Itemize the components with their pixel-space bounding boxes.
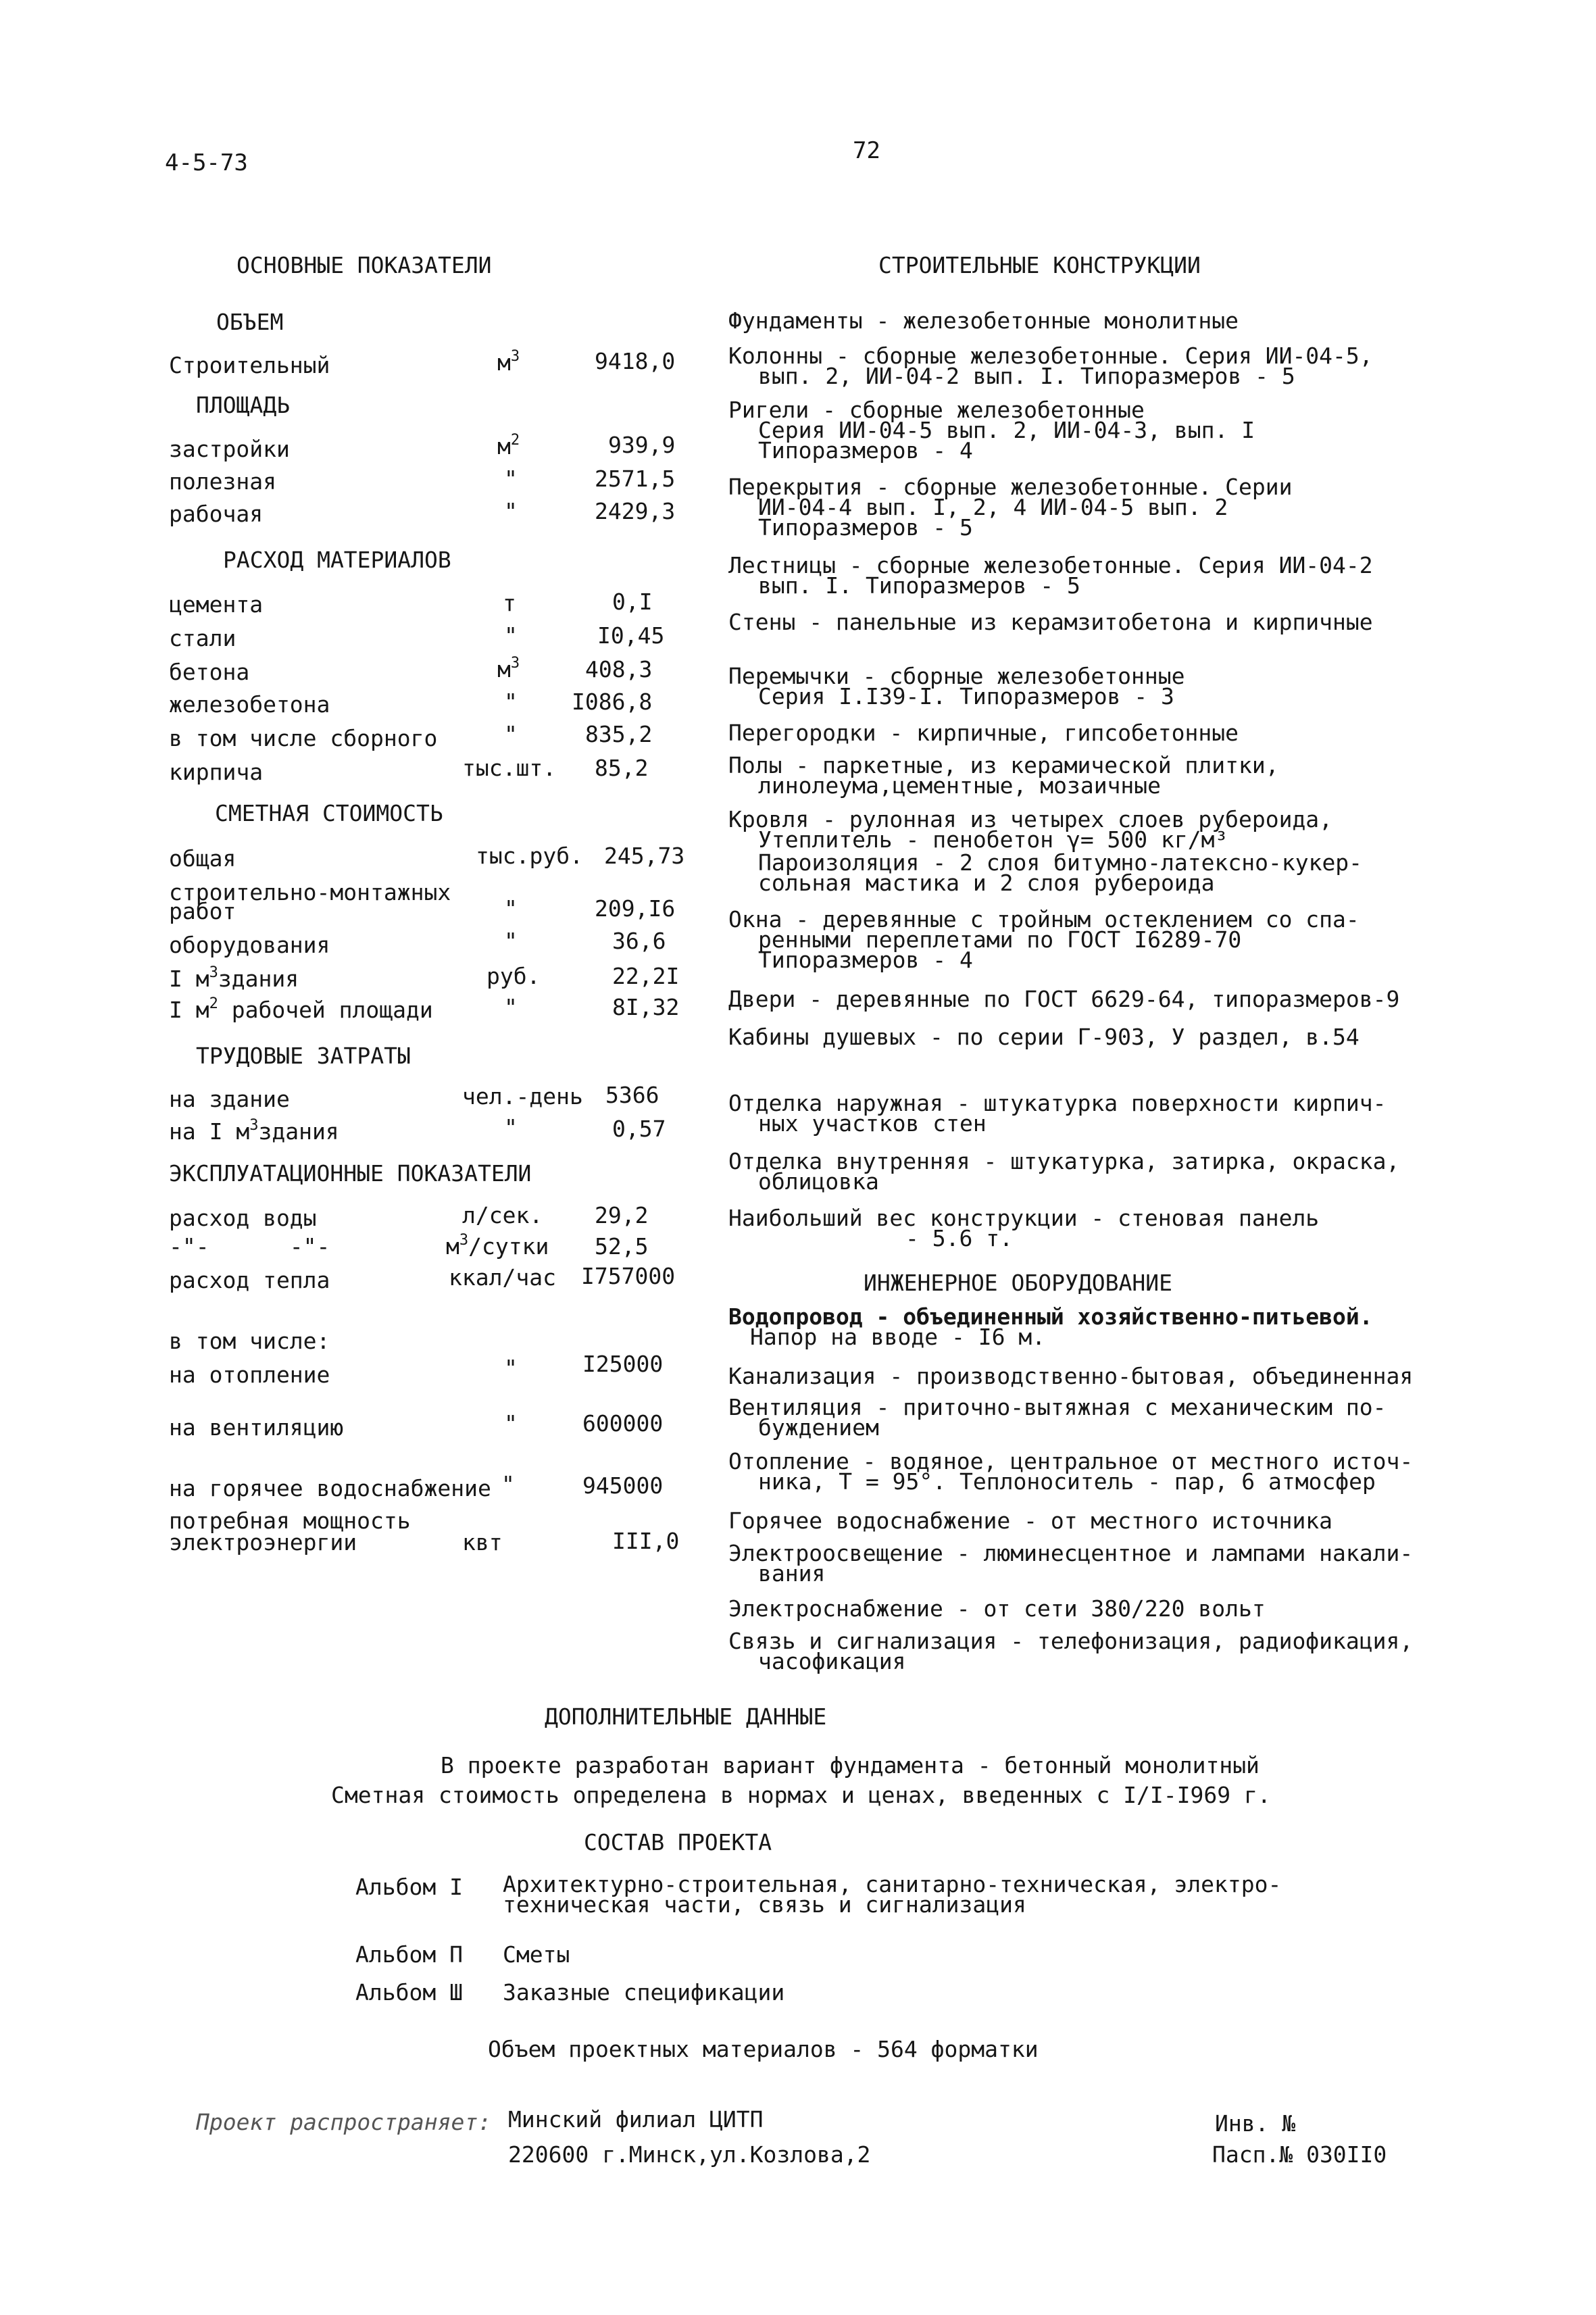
construction-item: линолеума,цементные, мозаичные (758, 772, 1162, 799)
doc-code: 4-5-73 (165, 149, 248, 176)
engineering-item: Водопровод - объединенный хозяйственно-питьевой. (728, 1303, 1373, 1330)
row-name: на I $м^3здания$ (169, 1117, 339, 1145)
construction-item: вып. 2, ИИ-04-2 вып. I. Типоразмеров - 5 (758, 363, 1295, 389)
row-name: в том числе сборного (169, 725, 438, 751)
construction-item: - 5.6 т. (905, 1225, 1013, 1251)
construction-item: Типоразмеров - 5 (758, 514, 973, 541)
row-unit: $м^3$ (497, 348, 520, 376)
construction-item: Перегородки - кирпичные, гипсобетонные (728, 720, 1239, 746)
left-title: ОСНОВНЫЕ ПОКАЗАТЕЛИ (236, 252, 492, 278)
album-label: Альбом Ш (355, 1979, 463, 2006)
row-name: на отопление (169, 1362, 330, 1388)
row-value: I25000 (582, 1351, 664, 1377)
section-cost-heading: СМЕТНАЯ СТОИМОСТЬ (215, 800, 443, 826)
row-unit: ккал/час (449, 1264, 556, 1291)
construction-item: Серия ИИ-04-5 вып. 2, ИИ-04-3, вып. I (758, 417, 1255, 443)
row-name: в том числе: (169, 1328, 330, 1354)
row-value: 0,57 (612, 1116, 666, 1142)
right-title: СТРОИТЕЛЬНЫЕ КОНСТРУКЦИИ (878, 252, 1201, 278)
construction-item: Пароизоляция - 2 слоя битумно-латексно-кукер- (758, 849, 1363, 876)
construction-item: Отделка наружная - штукатурка поверхности кирпич- (728, 1090, 1387, 1116)
row-unit: " (504, 994, 518, 1020)
row-name: оборудования (169, 932, 330, 958)
passport-number: Пасп.№ 030II0 (1212, 2141, 1387, 2168)
row-unit: тыс.руб. (476, 843, 583, 869)
row-value: 22,2I (612, 963, 680, 989)
row-unit: " (504, 721, 518, 747)
album-label: Альбом I (355, 1874, 463, 1900)
row-name: бетона (169, 659, 250, 685)
construction-item: Окна - деревянные с тройным остеклением со спа- (728, 906, 1360, 932)
row-unit: " (504, 1355, 518, 1381)
section-materials-heading: РАСХОД МАТЕРИАЛОВ (223, 547, 451, 573)
row-unit: $м^3$ (497, 655, 520, 682)
construction-item: Стены - панельные из керамзитобетона и кирпичные (728, 609, 1373, 635)
distributor-name: Минский филиал ЦИТП (508, 2106, 764, 2133)
construction-item: Типоразмеров - 4 (758, 437, 973, 464)
row-name: на горячее водоснабжение (169, 1475, 491, 1501)
album-text: Заказные спецификации (503, 1979, 785, 2006)
row-name: потребная мощность (169, 1508, 411, 1534)
engineering-item: Связь и сигнализация - телефонизация, радиофикация, (728, 1628, 1414, 1654)
engineering-title: ИНЖЕНЕРНОЕ ОБОРУДОВАНИЕ (864, 1270, 1172, 1296)
album-text: Сметы (503, 1941, 570, 1968)
row-unit: " (504, 466, 518, 492)
row-value: 36,6 (612, 928, 666, 954)
album-label: Альбом П (355, 1941, 463, 1968)
construction-item: сольная мастика и 2 слоя рубероида (758, 870, 1215, 896)
engineering-item: буждением (758, 1414, 879, 1441)
materials-volume: Объем проектных материалов - 564 форматки (488, 2036, 1039, 2062)
row-unit: т (503, 590, 516, 616)
engineering-item: Напор на вводе - I6 м. (750, 1324, 1046, 1350)
row-name: строительно-монтажных (169, 879, 451, 905)
construction-item: Утеплитель - пенобетон γ= 500 кг/м³ (758, 826, 1228, 853)
row-unit: чел.-день (462, 1083, 583, 1110)
row-name: электроэнергии (169, 1529, 357, 1555)
distributor-label: Проект распространяет: (196, 2109, 492, 2135)
row-name: I $м^3здания$ (169, 964, 299, 992)
row-name: цемента (169, 591, 264, 618)
row-unit: л/сек. (462, 1202, 543, 1228)
composition-title: СОСТАВ ПРОЕКТА (584, 1829, 772, 1856)
row-value: I757000 (581, 1263, 676, 1289)
additional-line: Сметная стоимость определена в нормах и ценах, введенных с I/I-I969 г. (331, 1782, 1271, 1808)
row-value: 408,3 (585, 656, 653, 682)
row-name: общая (169, 845, 236, 872)
row-unit: $м^2$ (497, 432, 520, 459)
album-text: техническая части, связь и сигнализация (503, 1891, 1026, 1918)
page-number: 72 (853, 137, 880, 164)
row-unit: " (501, 1471, 515, 1497)
row-value: I0,45 (597, 622, 665, 649)
row-value: 9418,0 (595, 348, 676, 374)
row-name: работ (169, 898, 236, 924)
engineering-item: Вентиляция - приточно-вытяжная с механическим по- (728, 1394, 1387, 1420)
row-unit: $м^3$/сутки (446, 1232, 549, 1260)
row-name: расход тепла (169, 1267, 330, 1293)
construction-item: ренными переплетами по ГОСТ I6289-70 (758, 926, 1242, 953)
section-operation-heading: ЭКСПЛУАТАЦИОННЫЕ ПОКАЗАТЕЛИ (169, 1160, 532, 1187)
row-unit: руб. (487, 963, 541, 989)
row-value: 600000 (582, 1410, 664, 1437)
row-value: 5366 (605, 1082, 659, 1108)
inventory-number: Инв. № (1215, 2110, 1296, 2137)
row-unit: " (504, 1410, 518, 1437)
engineering-item: Электроосвещение - люминесцентное и лампами накали- (728, 1540, 1414, 1566)
row-value: 85,2 (595, 755, 649, 781)
construction-item: Кровля - рулонная из четырех слоев рубероида, (728, 806, 1333, 832)
construction-item: Полы - паркетные, из керамической плитки, (728, 752, 1279, 778)
construction-item: облицовка (758, 1168, 879, 1195)
row-unit: " (504, 928, 518, 954)
additional-line: В проекте разработан вариант фундамента - бетонный монолитный (441, 1752, 1260, 1778)
row-value: 939,9 (608, 432, 676, 458)
construction-item: Двери - деревянные по ГОСТ 6629-64, типоразмеров-9 (728, 986, 1400, 1012)
row-name: на здание (169, 1086, 290, 1112)
row-value: 245,73 (604, 843, 685, 869)
construction-item: Лестницы - сборные железобетонные. Серия ИИ-04-2 (728, 552, 1373, 578)
row-name: Строительный (169, 352, 330, 378)
row-value: 945000 (582, 1472, 664, 1499)
engineering-item: Электроснабжение - от сети 380/220 вольт (728, 1595, 1266, 1622)
row-value: 8I,32 (612, 994, 680, 1020)
row-value: 835,2 (585, 721, 653, 747)
construction-item: ИИ-04-4 вып. I, 2, 4 ИИ-04-5 вып. 2 (758, 494, 1228, 520)
row-value: 0,I (612, 589, 653, 615)
construction-item: ных участков стен (758, 1110, 987, 1137)
row-value: 209,I6 (595, 895, 676, 922)
construction-item: Фундаменты - железобетонные монолитные (728, 307, 1239, 334)
construction-item: Перекрытия - сборные железобетонные. Серии (728, 474, 1293, 500)
row-name: железобетона (169, 691, 330, 718)
engineering-item: часофикация (758, 1648, 906, 1674)
engineering-item: Горячее водоснабжение - от местного источника (728, 1508, 1333, 1534)
row-name: полезная (169, 468, 276, 495)
construction-item: Колонны - сборные железобетонные. Серия ИИ-04-5, (728, 343, 1373, 369)
row-unit: тыс.шт. (462, 755, 557, 781)
row-value: 52,5 (595, 1233, 649, 1260)
row-name: на вентиляцию (169, 1414, 344, 1441)
row-name: стали (169, 625, 236, 651)
construction-item: Типоразмеров - 4 (758, 947, 973, 973)
engineering-item: Отопление - водяное, центральное от местного источ- (728, 1448, 1414, 1474)
construction-item: Наибольший вес конструкции - стеновая панель (728, 1205, 1320, 1231)
row-value: 2571,5 (595, 466, 676, 492)
row-value: 2429,3 (595, 498, 676, 524)
row-unit: " (504, 895, 518, 922)
construction-item: Серия I.I39-I. Типоразмеров - 3 (758, 683, 1174, 710)
album-text: Архитектурно-строительная, санитарно-техническая, электро- (503, 1871, 1282, 1897)
row-name: -"- -"- (169, 1233, 330, 1260)
engineering-item: вания (758, 1560, 826, 1587)
row-name: I $м^2$ рабочей площади (169, 995, 433, 1023)
row-unit: " (504, 622, 518, 649)
row-name: застройки (169, 436, 290, 462)
section-labor-heading: ТРУДОВЫЕ ЗАТРАТЫ (196, 1043, 411, 1069)
engineering-item: ника, Т = 95°. Теплоноситель - пар, 6 атмосфер (758, 1468, 1376, 1495)
row-value: 29,2 (595, 1202, 649, 1228)
row-value: I086,8 (572, 689, 653, 715)
distributor-address: 220600 г.Минск,ул.Козлова,2 (508, 2141, 871, 2168)
row-unit: " (504, 1114, 518, 1141)
construction-item: Отделка внутренняя - штукатурка, затирка, окраска, (728, 1148, 1400, 1174)
row-name: рабочая (169, 501, 264, 527)
row-unit: " (504, 689, 518, 715)
engineering-item: Канализация - производственно-бытовая, объединенная (728, 1363, 1414, 1389)
row-unit: " (504, 498, 518, 524)
construction-item: Кабины душевых - по серии Г-903, У раздел, в.54 (728, 1024, 1360, 1050)
row-name: расход воды (169, 1205, 317, 1231)
construction-item: Ригели - сборные железобетонные (728, 397, 1145, 423)
row-name: кирпича (169, 759, 264, 785)
section-volume-heading: ОБЪЕМ (216, 309, 284, 335)
additional-title: ДОПОЛНИТЕЛЬНЫЕ ДАННЫЕ (545, 1703, 827, 1730)
section-area-heading: ПЛОЩАДЬ (196, 392, 291, 418)
row-value: III,0 (612, 1528, 680, 1554)
construction-item: вып. I. Типоразмеров - 5 (758, 572, 1080, 599)
row-unit: квт (462, 1529, 503, 1555)
construction-item: Перемычки - сборные железобетонные (728, 663, 1185, 689)
